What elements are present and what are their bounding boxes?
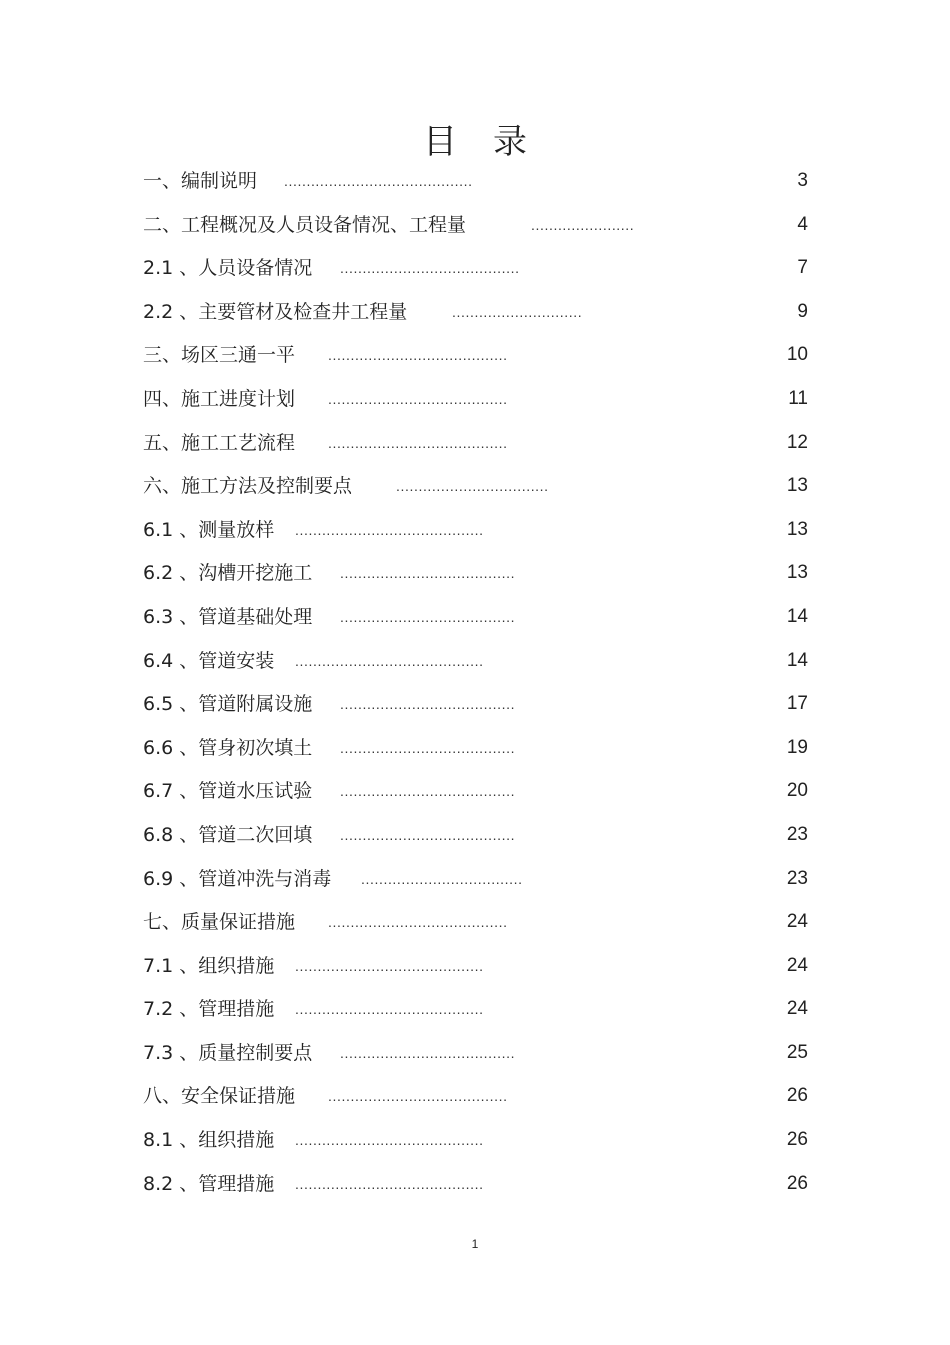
- toc-entry[interactable]: [143, 1035, 808, 1079]
- toc-entry[interactable]: [143, 991, 808, 1035]
- toc-entry[interactable]: [143, 250, 808, 294]
- toc-entry-label: 6.8 、管道二次回填: [143, 823, 313, 846]
- toc-entry-leader-dots: ..........................................: [295, 652, 484, 669]
- toc-entry-leader-dots: ..........................................: [295, 1132, 484, 1149]
- toc-entry-page-number: 25: [786, 1041, 808, 1063]
- toc-entry-leader-dots: ..........................................: [295, 521, 484, 538]
- toc-entry-page-number: 9: [797, 300, 808, 322]
- toc-entry-page-number: 13: [786, 518, 808, 540]
- toc-entry[interactable]: [143, 861, 808, 905]
- toc-entry-label: 三、场区三通一平: [143, 344, 296, 367]
- toc-entry-page-number: 17: [786, 693, 808, 715]
- toc-entry-page-number: 24: [786, 998, 808, 1020]
- toc-entry[interactable]: [143, 817, 808, 861]
- toc-entry[interactable]: [143, 337, 808, 381]
- toc-entry[interactable]: [143, 163, 808, 207]
- toc-entry[interactable]: [143, 643, 808, 687]
- toc-entry-label: 6.3 、管道基础处理: [143, 605, 313, 628]
- toc-entry-leader-dots: ........................................: [340, 260, 520, 277]
- toc-entry-leader-dots: ..........................................: [284, 173, 473, 189]
- toc-entry-leader-dots: .......................................: [340, 565, 516, 582]
- toc-entry-leader-dots: .......................................: [340, 826, 516, 843]
- toc-entry[interactable]: [143, 948, 808, 992]
- toc-entry[interactable]: [143, 686, 808, 730]
- toc-entry-leader-dots: .......................................: [340, 696, 516, 713]
- toc-entry-page-number: 13: [786, 562, 808, 584]
- toc-entry-label: 八、安全保证措施: [143, 1085, 296, 1108]
- toc-entry-label: 6.7 、管道水压试验: [143, 780, 313, 803]
- toc-entry[interactable]: [143, 1166, 808, 1210]
- toc-entry-leader-dots: .......................................: [340, 739, 516, 756]
- toc-entry-page-number: 11: [788, 387, 808, 409]
- toc-entry-label: 7.1 、组织措施: [143, 954, 275, 977]
- toc-entry-label: 七、质量保证措施: [143, 911, 296, 934]
- toc-entry-page-number: 26: [786, 1129, 808, 1151]
- toc-entry-page-number: 12: [786, 431, 808, 453]
- toc-entry-page-number: 3: [797, 170, 808, 191]
- toc-entry[interactable]: [143, 773, 808, 817]
- toc-entry-leader-dots: ..........................................: [295, 1175, 484, 1192]
- table-of-contents: [143, 163, 808, 1209]
- toc-entry-page-number: 19: [786, 736, 808, 758]
- toc-entry[interactable]: [143, 555, 808, 599]
- toc-entry-label: 6.2 、沟槽开挖施工: [143, 562, 313, 585]
- toc-entry[interactable]: [143, 381, 808, 425]
- toc-entry-leader-dots: .......................................: [340, 608, 516, 625]
- toc-entry-leader-dots: .......................................: [340, 783, 516, 800]
- toc-entry-label: 8.1 、组织措施: [143, 1129, 275, 1152]
- toc-entry-page-number: 26: [786, 1172, 808, 1194]
- toc-entry-page-number: 13: [786, 475, 808, 497]
- toc-entry-leader-dots: .......................: [531, 216, 635, 233]
- toc-entry[interactable]: [143, 207, 808, 251]
- toc-entry-page-number: 23: [786, 823, 808, 845]
- toc-entry-page-number: 10: [786, 344, 808, 366]
- toc-entry-label: 2.2 、主要管材及检查井工程量: [143, 300, 408, 323]
- toc-entry-label: 8.2 、管理措施: [143, 1172, 275, 1195]
- toc-entry-page-number: 20: [786, 780, 808, 802]
- toc-entry-page-number: 24: [786, 911, 808, 933]
- toc-entry-label: 6.4 、管道安装: [143, 649, 275, 672]
- toc-entry-label: 6.6 、管身初次填土: [143, 736, 313, 759]
- toc-entry-label: 7.2 、管理措施: [143, 998, 275, 1021]
- toc-entry-leader-dots: .......................................: [340, 1044, 516, 1061]
- toc-entry[interactable]: [143, 1078, 808, 1122]
- page-title: 目录: [423, 122, 563, 162]
- toc-entry-leader-dots: ........................................: [328, 390, 508, 407]
- toc-entry-label: 7.3 、质量控制要点: [143, 1041, 313, 1064]
- toc-entry[interactable]: [143, 425, 808, 469]
- toc-entry-page-number: 24: [786, 954, 808, 976]
- toc-entry[interactable]: [143, 730, 808, 774]
- toc-entry-leader-dots: ..........................................: [295, 957, 484, 974]
- toc-entry[interactable]: [143, 468, 808, 512]
- toc-entry-leader-dots: .............................: [452, 303, 583, 320]
- toc-entry-page-number: 23: [786, 867, 808, 889]
- toc-entry-page-number: 7: [797, 257, 808, 279]
- toc-entry-leader-dots: ........................................: [328, 347, 508, 364]
- toc-entry-leader-dots: ........................................: [328, 914, 508, 931]
- toc-entry-label: 四、施工进度计划: [143, 387, 296, 410]
- toc-entry[interactable]: [143, 512, 808, 556]
- toc-entry[interactable]: [143, 1122, 808, 1166]
- toc-entry-label: 2.1 、人员设备情况: [143, 257, 313, 280]
- toc-entry-page-number: 4: [797, 213, 808, 235]
- toc-entry-leader-dots: ........................................: [328, 434, 508, 451]
- toc-entry-leader-dots: ....................................: [361, 870, 523, 887]
- toc-entry-label: 六、施工方法及控制要点: [143, 475, 353, 498]
- toc-entry[interactable]: [143, 294, 808, 338]
- toc-entry[interactable]: [143, 599, 808, 643]
- toc-entry-label: 6.9 、管道冲洗与消毒: [143, 867, 332, 890]
- page-number: 1: [471, 1237, 479, 1251]
- toc-entry-leader-dots: ........................................: [328, 1088, 508, 1105]
- toc-entry[interactable]: [143, 904, 808, 948]
- toc-entry-page-number: 26: [786, 1085, 808, 1107]
- toc-entry-label: 一、编制说明: [143, 170, 258, 192]
- toc-entry-label: 二、工程概况及人员设备情况、工程量: [143, 213, 467, 236]
- toc-entry-label: 五、施工工艺流程: [143, 431, 296, 454]
- toc-entry-leader-dots: ..........................................: [295, 1001, 484, 1018]
- toc-entry-page-number: 14: [786, 605, 808, 627]
- toc-entry-leader-dots: ..................................: [396, 478, 549, 495]
- toc-entry-page-number: 14: [786, 649, 808, 671]
- toc-entry-label: 6.1 、测量放样: [143, 518, 275, 541]
- toc-entry-label: 6.5 、管道附属设施: [143, 693, 313, 716]
